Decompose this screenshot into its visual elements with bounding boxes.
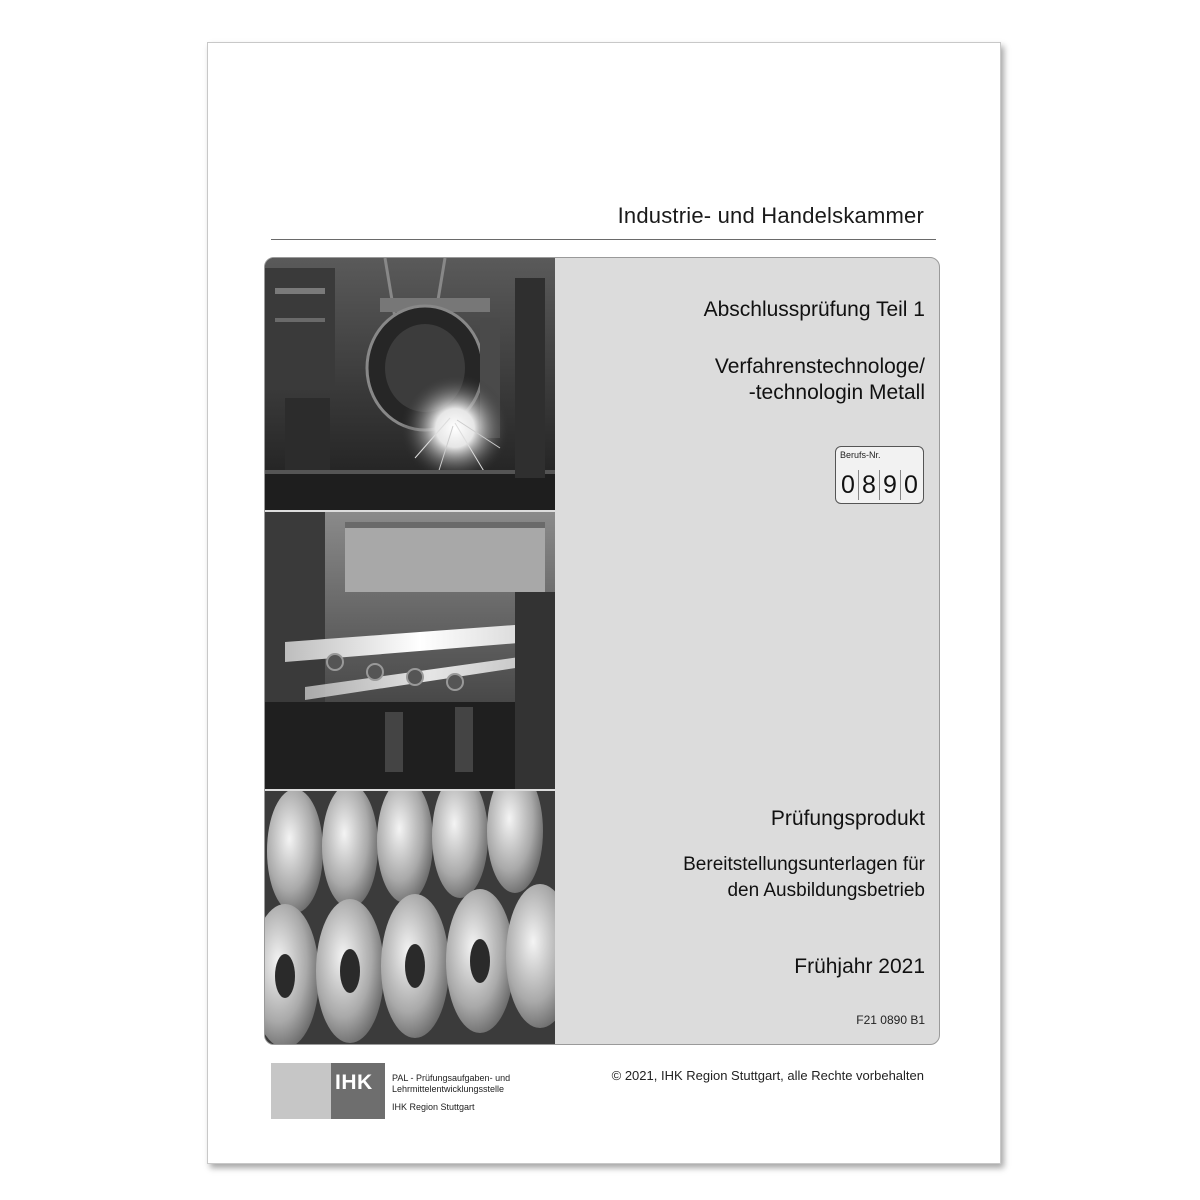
pal-line: Lehrmittelentwicklungsstelle bbox=[392, 1084, 505, 1094]
berufs-number-box bbox=[835, 446, 924, 504]
cover-panel bbox=[264, 257, 940, 1045]
product-subtitle-line: Bereitstellungsunterlagen für bbox=[683, 854, 925, 875]
ihk-logo-text: IHK bbox=[335, 1071, 373, 1094]
exam-part-heading: Abschlussprüfung Teil 1 bbox=[703, 298, 925, 321]
document-sheet bbox=[207, 42, 1001, 1164]
profession-line: Verfahrenstechnologe/ bbox=[714, 355, 925, 378]
berufs-digits bbox=[838, 470, 921, 500]
profession-title bbox=[715, 354, 925, 406]
copyright-notice: © 2021, IHK Region Stuttgart, alle Rechte vorbehalten bbox=[611, 1068, 924, 1083]
product-subtitle-line: den Ausbildungsbetrieb bbox=[727, 880, 925, 901]
exam-season: Frühjahr 2021 bbox=[794, 955, 925, 978]
berufs-digit: 8 bbox=[858, 470, 879, 500]
berufs-digit: 9 bbox=[879, 470, 900, 500]
document-code: F21 0890 B1 bbox=[856, 1013, 925, 1027]
berufs-digit: 0 bbox=[900, 470, 921, 500]
product-title: Prüfungsprodukt bbox=[770, 807, 925, 830]
berufs-digit: 0 bbox=[841, 471, 855, 499]
pal-info bbox=[392, 1073, 510, 1113]
ihk-logo bbox=[271, 1063, 385, 1119]
rolling-mill-photo bbox=[265, 512, 555, 789]
berufs-label: Berufs-Nr. bbox=[840, 450, 881, 460]
steel-ladle-photo bbox=[265, 258, 555, 510]
product-subtitle bbox=[683, 852, 925, 904]
chamber-title: Industrie- und Handelskammer bbox=[617, 203, 924, 228]
header-divider bbox=[271, 239, 936, 240]
region-name: IHK Region Stuttgart bbox=[392, 1102, 475, 1112]
pal-line: PAL - Prüfungsaufgaben- und bbox=[392, 1073, 511, 1083]
steel-coils-photo bbox=[265, 791, 555, 1044]
profession-line: -technologin Metall bbox=[748, 381, 925, 404]
